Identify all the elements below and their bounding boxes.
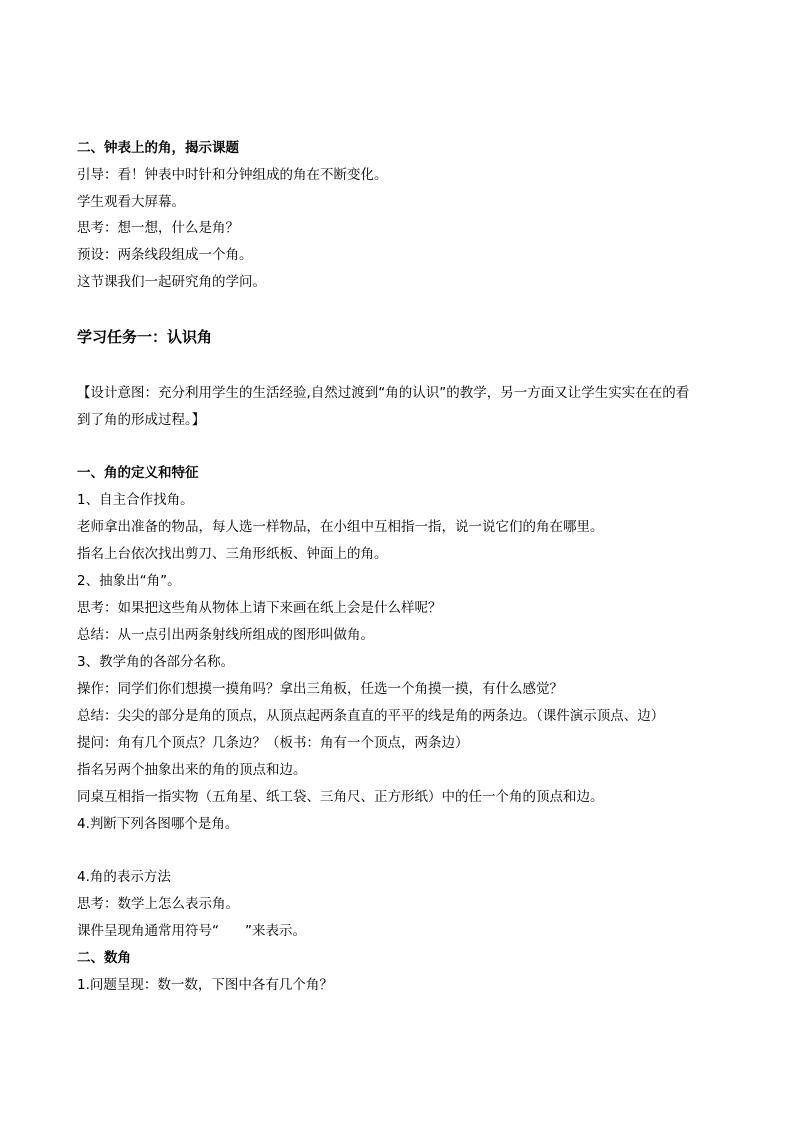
text-line: 思考：如果把这些角从物体上请下来画在纸上会是什么样呢？ (77, 600, 442, 616)
text-line: 总结：尖尖的部分是角的顶点，从顶点起两条直直的平平的线是角的两条边。（课件演示顶点、边） (77, 708, 665, 724)
text-line: 4.判断下列各图哪个是角。 (77, 816, 239, 832)
text-line: 1、自主合作找角。 (77, 492, 194, 508)
design-intent-line-1: 【设计意图：充分利用学生的生活经验,自然过渡到“角的认识”的教学，另一方面又让学生实实在在的看 (77, 385, 690, 401)
text-line: 总结：从一点引出两条射线所组成的图形叫做角。 (77, 627, 374, 643)
design-intent-line-2: 到了角的形成过程。】 (77, 412, 206, 428)
text-line: 指名上台依次找出剪刀、三角形纸板、钟面上的角。 (77, 546, 388, 562)
text-line: 老师拿出准备的物品，每人选一样物品，在小组中互相指一指，说一说它们的角在哪里。 (77, 519, 604, 535)
text-line: 这节课我们一起研究角的学问。 (77, 274, 266, 290)
text-line: 引导：看！钟表中时针和分钟组成的角在不断变化。 (77, 167, 388, 183)
text-line: 指名另两个抽象出来的角的顶点和边。 (77, 762, 307, 778)
section-heading-count-angles: 二、数角 (77, 950, 131, 966)
text-line: 提问：角有几个顶点？几条边？（板书：角有一个顶点，两条边） (77, 735, 469, 751)
text-line: 2、抽象出“角”。 (77, 573, 181, 589)
text-line: 思考：想一想，什么是角？ (77, 220, 239, 236)
section-heading-angle-definition: 一、角的定义和特征 (77, 465, 199, 481)
angle-representation-heading: 4.角的表示方法 (77, 869, 171, 885)
text-line: 学生观看大屏幕。 (77, 194, 185, 210)
text-line: 操作：同学们你们想摸一摸角吗？拿出三角板，任选一个角摸一摸，有什么感觉？ (77, 681, 563, 697)
text-line: 3、教学角的各部分名称。 (77, 654, 235, 670)
section-heading-clock-angles: 二、钟表上的角，揭示课题 (77, 140, 239, 156)
text-line: 预设：两条线段组成一个角。 (77, 247, 253, 263)
symbol-suffix: ”来表示。 (245, 923, 306, 939)
symbol-prefix: 课件呈现角通常用符号“ (77, 923, 219, 939)
task-heading: 学习任务一：认识角 (77, 328, 213, 346)
text-line: 同桌互相指一指实物（五角星、纸工袋、三角尺、正方形纸）中的任一个角的顶点和边。 (77, 789, 604, 805)
text-line: 思考：数学上怎么表示角。 (77, 896, 239, 912)
angle-symbol-line (77, 922, 306, 940)
text-line: 1.问题呈现：数一数，下图中各有几个角？ (77, 977, 333, 993)
